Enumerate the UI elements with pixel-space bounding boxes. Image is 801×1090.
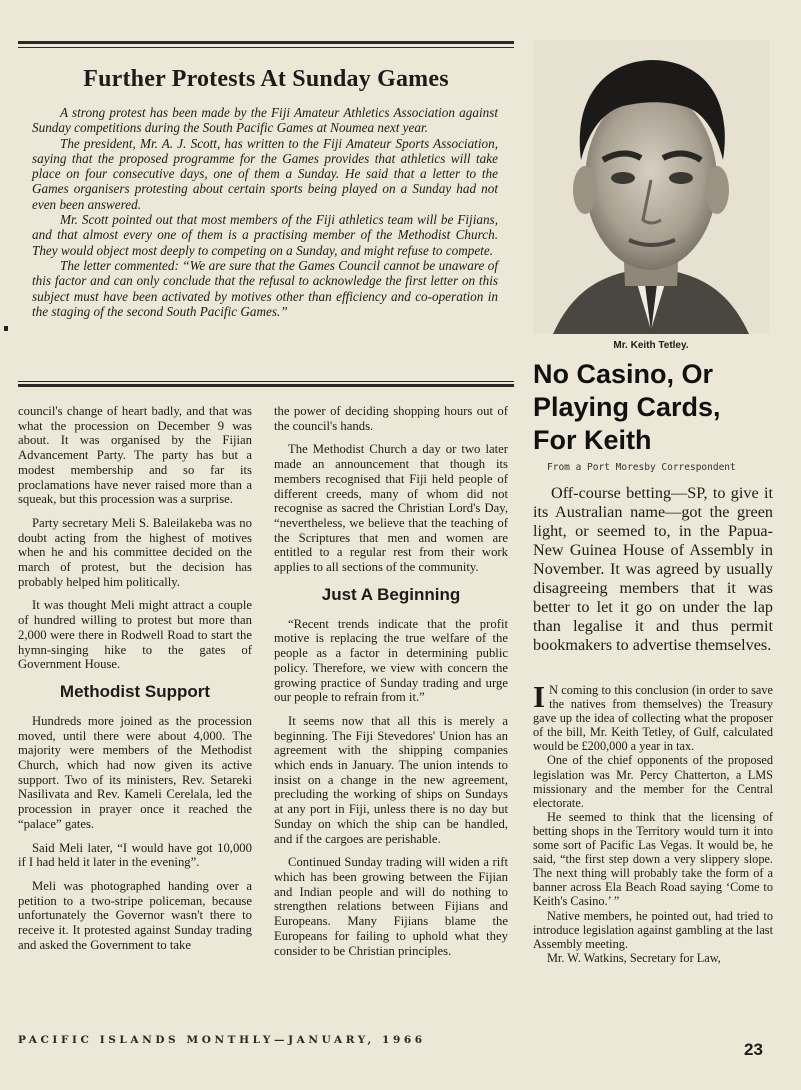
subhead-just-a-beginning: Just A Beginning [321, 584, 461, 604]
column-paragraph: Continued Sunday trading will widen a rift which has been growing between the Fijian and Indian people and will do nothing to strengthen relations between Fijians and Europeans. Many Fijians blame the Europeans for failing to uphold what they consider to be Christian principles. [274, 855, 508, 958]
running-footer: PACIFIC ISLANDS MONTHLY—JANUARY, 1966 [18, 1034, 426, 1046]
casino-headline [533, 358, 783, 457]
column-paragraph: It was thought Meli might attract a couple of hundred willing to protest but more than 2,000 were there in Rodwell Road to start the hymn-singing hike to the gates of Government House. [18, 598, 252, 672]
column-paragraph: the power of deciding shopping hours out of the council's hands. [274, 404, 508, 433]
protest-paragraph: Mr. Scott pointed out that most members of the Fiji athletics team will be Fijians, and that almost every one of them is a practising member of the Methodist Church. They would object most deeply to competing on a Sunday, and might refuse to compete. [32, 212, 498, 258]
headline-line: No Casino, Or [533, 359, 714, 389]
column-paragraph: It seems now that all this is merely a beginning. The Fiji Stevedores' Union has an agreement with the shipping companies which ends in January. The union intends to insist on a change in the new agreement, precluding the working of ships on Sundays at any port in Fiji, unless there is no day but Sunday on which the ship can be handled, and if the cargoes are perishable. [274, 713, 508, 846]
protest-paragraph: The president, Mr. A. J. Scott, has written to the Fiji Amateur Sports Association, saying that the proposed programme for the Games provides that athletics will take place on four consecutive days, one of them a Sunday. He said that a letter to the Games organisers protesting about certain sports being played on a Sunday had not even been answered. [32, 135, 498, 212]
casino-paragraph: One of the chief opponents of the proposed legislation was Mr. Percy Chatterton, a LMS missionary and the member for the Central electorate. [533, 753, 773, 810]
first-paragraph [533, 679, 773, 754]
protest-article [32, 105, 498, 319]
protest-headline: Further Protests At Sunday Games [83, 66, 449, 92]
top-rule-thick [18, 41, 514, 44]
margin-mark [4, 326, 8, 331]
drop-cap: I [533, 679, 546, 714]
article-column-1 [18, 404, 252, 962]
box-bottom-rule-thick [18, 384, 514, 387]
casino-paragraph: Mr. W. Watkins, Secretary for Law, [547, 950, 721, 965]
byline: From a Port Moresby Correspondent [547, 462, 736, 473]
first-paragraph-text: N coming to this conclusion (in order to save the natives from themselves) the Treasury gave up the idea of collecting what the proposer of the bill, Mr. Keith Tetley, of Gulf, calculated would be £200,000 a year in tax. [533, 683, 773, 754]
column-paragraph: council's change of heart badly, and that was what the procession on December 9 was about. It was organised by the Fijian Advancement Party. The party has but a modest membership and so far its proclamations have never raised more than a squeak, but this procession was a surprise. [18, 404, 252, 507]
article-column-2 [274, 404, 508, 967]
column-paragraph: Meli was photographed handing over a petition to a two-stripe policeman, because unfortunately the Governor wasn't there to receive it. It protested against Sunday trading and asked the Government to take [18, 878, 252, 952]
headline-line: Playing Cards, [533, 392, 721, 422]
casino-lead [533, 484, 773, 655]
column-paragraph: Said Meli later, “I would have got 10,000 if I had held it later in the evening”. [18, 840, 252, 870]
protest-paragraph: A strong protest has been made by the Fiji Amateur Athletics Association against Sunday competitions during the South Pacific Games at Noumea next year. [32, 105, 498, 136]
top-rule-thin [18, 47, 514, 48]
page-number: 23 [744, 1040, 763, 1059]
casino-paragraph: He seemed to think that the licensing of betting shops in the Territory would turn it into some sort of Pacific Las Vegas. It would be, he said, “the first step down a very slippery slope. The next thing will probably take the form of a banner across Ela Beach Road saying ‘Come to Keith's Casino.’ ” [533, 809, 773, 909]
column-paragraph: Party secretary Meli S. Baleilakeba was no doubt acting from the highest of motives when he and his committee decided on the march of protest, but the decision has probably helped him politically. [18, 515, 252, 589]
casino-body [533, 679, 773, 965]
column-paragraph: The Methodist Church a day or two later made an announcement that though its members recognised that Fiji held people of different creeds, many of whom did not recognise as sacred the Christian Lord's Day, “nevertheless, we believe that the teaching of the Scriptures that men and women are entitled to a regular rest from their work applies to all sections of the community. [274, 442, 508, 575]
headline-line: For Keith [533, 425, 652, 455]
portrait-illustration [533, 40, 769, 334]
box-bottom-rule-thin [18, 381, 514, 382]
portrait-photo [533, 40, 769, 334]
subhead-methodist-support: Methodist Support [59, 681, 211, 701]
lead-paragraph: Off-course betting—SP, to give it its Australian name—got the green light, or seemed to, in the Papua-New Guinea House of Assembly in November. It was agreed by usually disagreeing members that it was better to let it go on under the lap than legalise it and thus permit bookmakers to advertise themselves. [533, 484, 773, 654]
protest-paragraph: The letter commented: “We are sure that the Games Council cannot be unaware of this factor and can only conclude that the refusal to acknowledge the first letter on this subject must have been activated by motives other than efficiency and co-operation in the staging of the second South Pacific Games.” [32, 257, 498, 319]
photo-caption: Mr. Keith Tetley. [613, 340, 689, 351]
column-paragraph: “Recent trends indicate that the profit motive is replacing the true welfare of the people as a factor in determining public policy. Therefore, we view with concern the growing practice of Sunday trading and urge our people to refrain from it.” [274, 616, 508, 705]
column-paragraph: Hundreds more joined as the procession moved, until there were about 4,000. The majority were members of the Methodist Church, which had now given its active support. Two of its ministers, Rev. Setareki Nasilivata and Rev. Kameli Cerelala, led the procession in prayer once it reached the “palace” gates. [18, 713, 252, 831]
casino-paragraph: Native members, he pointed out, had tried to introduce legislation against gambling at the last Assembly meeting. [533, 908, 773, 951]
